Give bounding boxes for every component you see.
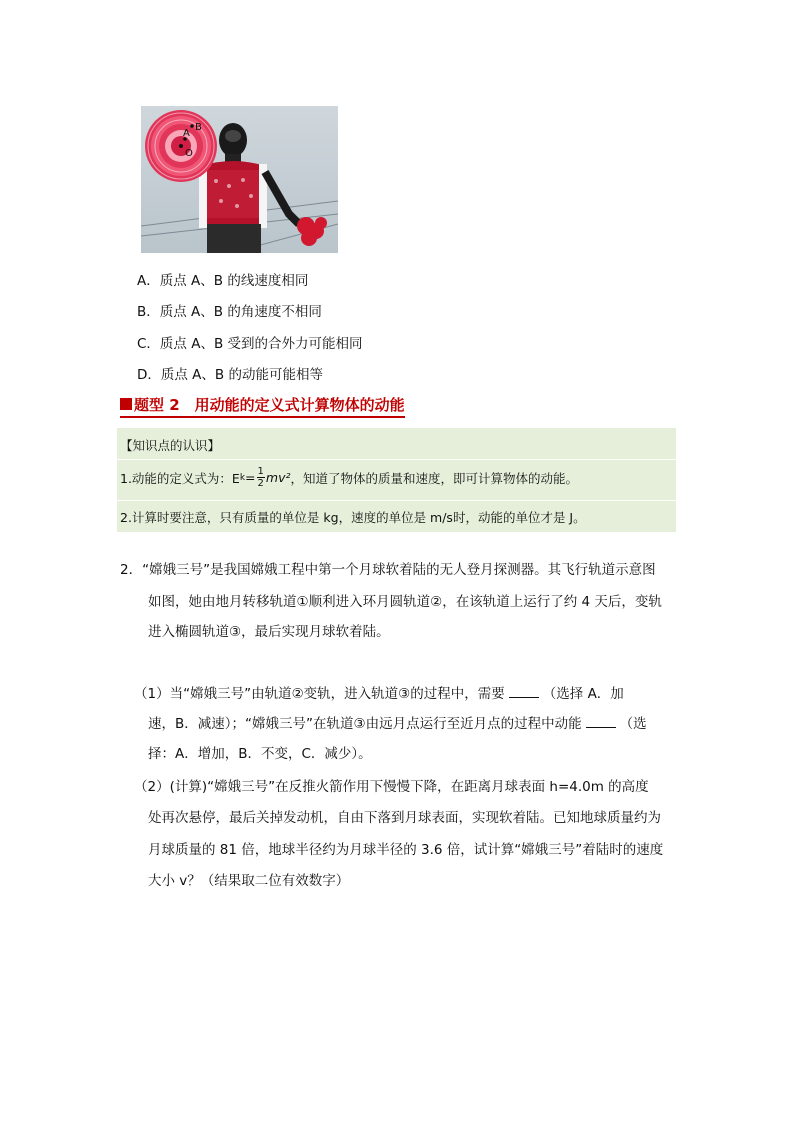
subquestion-1-text-2: 速，B．减速）；“嫦娥三号”在轨道③由远月点运行至近月点的过程中动能 xyxy=(148,716,582,732)
fraction-numerator: 1 xyxy=(257,466,264,477)
half-fraction xyxy=(257,466,265,489)
option-b: B．质点 A、B 的角速度不相同 xyxy=(137,304,322,320)
subquestion-1-line-2 xyxy=(148,714,647,734)
definition-prefix: 1.动能的定义式为：E xyxy=(120,470,240,486)
knowledge-line-2: 2.计算时要注意，只有质量的单位是 kg，速度的单位是 m/s时，动能的单位才是 J。 xyxy=(120,510,586,525)
point-label-o: O xyxy=(185,148,193,159)
answer-blank-1[interactable] xyxy=(509,685,539,698)
robot-photo xyxy=(141,106,338,253)
question-line-2: 如图，她由地月转移轨道①顺利进入环月圆轨道②，在该轨道上运行了约 4 天后，变轨 xyxy=(148,594,662,610)
point-label-a: A xyxy=(183,128,190,139)
equals-sign: = xyxy=(245,470,256,485)
subquestion-1-choice: （选择 A．加 xyxy=(542,686,624,702)
knowledge-separator xyxy=(117,500,676,501)
subquestion-2-line-3: 月球质量的 81 倍，地球半径约为月球半径的 3.6 倍，试计算“嫦娥三号”着陆时的速度 xyxy=(148,842,664,858)
definition-suffix: ，知道了物体的质量和速度，即可计算物体的动能。 xyxy=(290,470,579,486)
subquestion-2-line-2: 处再次悬停，最后关掉发动机，自由下落到月球表面，实现软着陆。已知地球质量约为 xyxy=(148,810,661,826)
kinetic-formula: mv² xyxy=(265,470,291,485)
subquestion-1-choice-2: （选 xyxy=(619,716,647,732)
subquestion-2-line-4: 大小 v？（结果取二位有效数字） xyxy=(148,873,350,889)
option-a: A．质点 A、B 的线速度相同 xyxy=(137,273,309,289)
knowledge-header: 【知识点的认识】 xyxy=(120,438,221,453)
question-line-3: 进入椭圆轨道③，最后实现月球软着陆。 xyxy=(148,624,390,640)
subquestion-1-text: （1）当“嫦娥三号”由轨道②变轨，进入轨道③的过程中，需要 xyxy=(134,686,505,702)
heading-underline xyxy=(120,416,405,418)
knowledge-line-1 xyxy=(120,466,578,489)
subquestion-1-line-3: 择：A．增加，B．不变，C．减少）。 xyxy=(148,746,372,762)
question-line-1: 2．“嫦娥三号”是我国嫦娥工程中第一个月球软着陆的无人登月探测器。其飞行轨道示意图 xyxy=(120,562,656,578)
option-c: C．质点 A、B 受到的合外力可能相同 xyxy=(137,336,363,352)
robot-illustration xyxy=(141,106,338,253)
subquestion-1-line-1 xyxy=(134,684,624,704)
section-heading xyxy=(120,394,405,414)
energy-subscript: k xyxy=(239,472,246,483)
point-label-b: B xyxy=(195,122,202,133)
section-title: 题型 2 用动能的定义式计算物体的动能 xyxy=(134,395,405,414)
answer-blank-2[interactable] xyxy=(586,715,616,728)
knowledge-box xyxy=(117,428,676,532)
fraction-denominator: 2 xyxy=(257,478,264,489)
knowledge-separator xyxy=(117,459,676,460)
option-d: D．质点 A、B 的动能可能相等 xyxy=(137,367,323,383)
heading-square-icon xyxy=(120,398,132,410)
subquestion-2-line-1: （2）(计算)“嫦娥三号”在反推火箭作用下慢慢下降，在距离月球表面 h=4.0m 的高度 xyxy=(134,779,649,795)
